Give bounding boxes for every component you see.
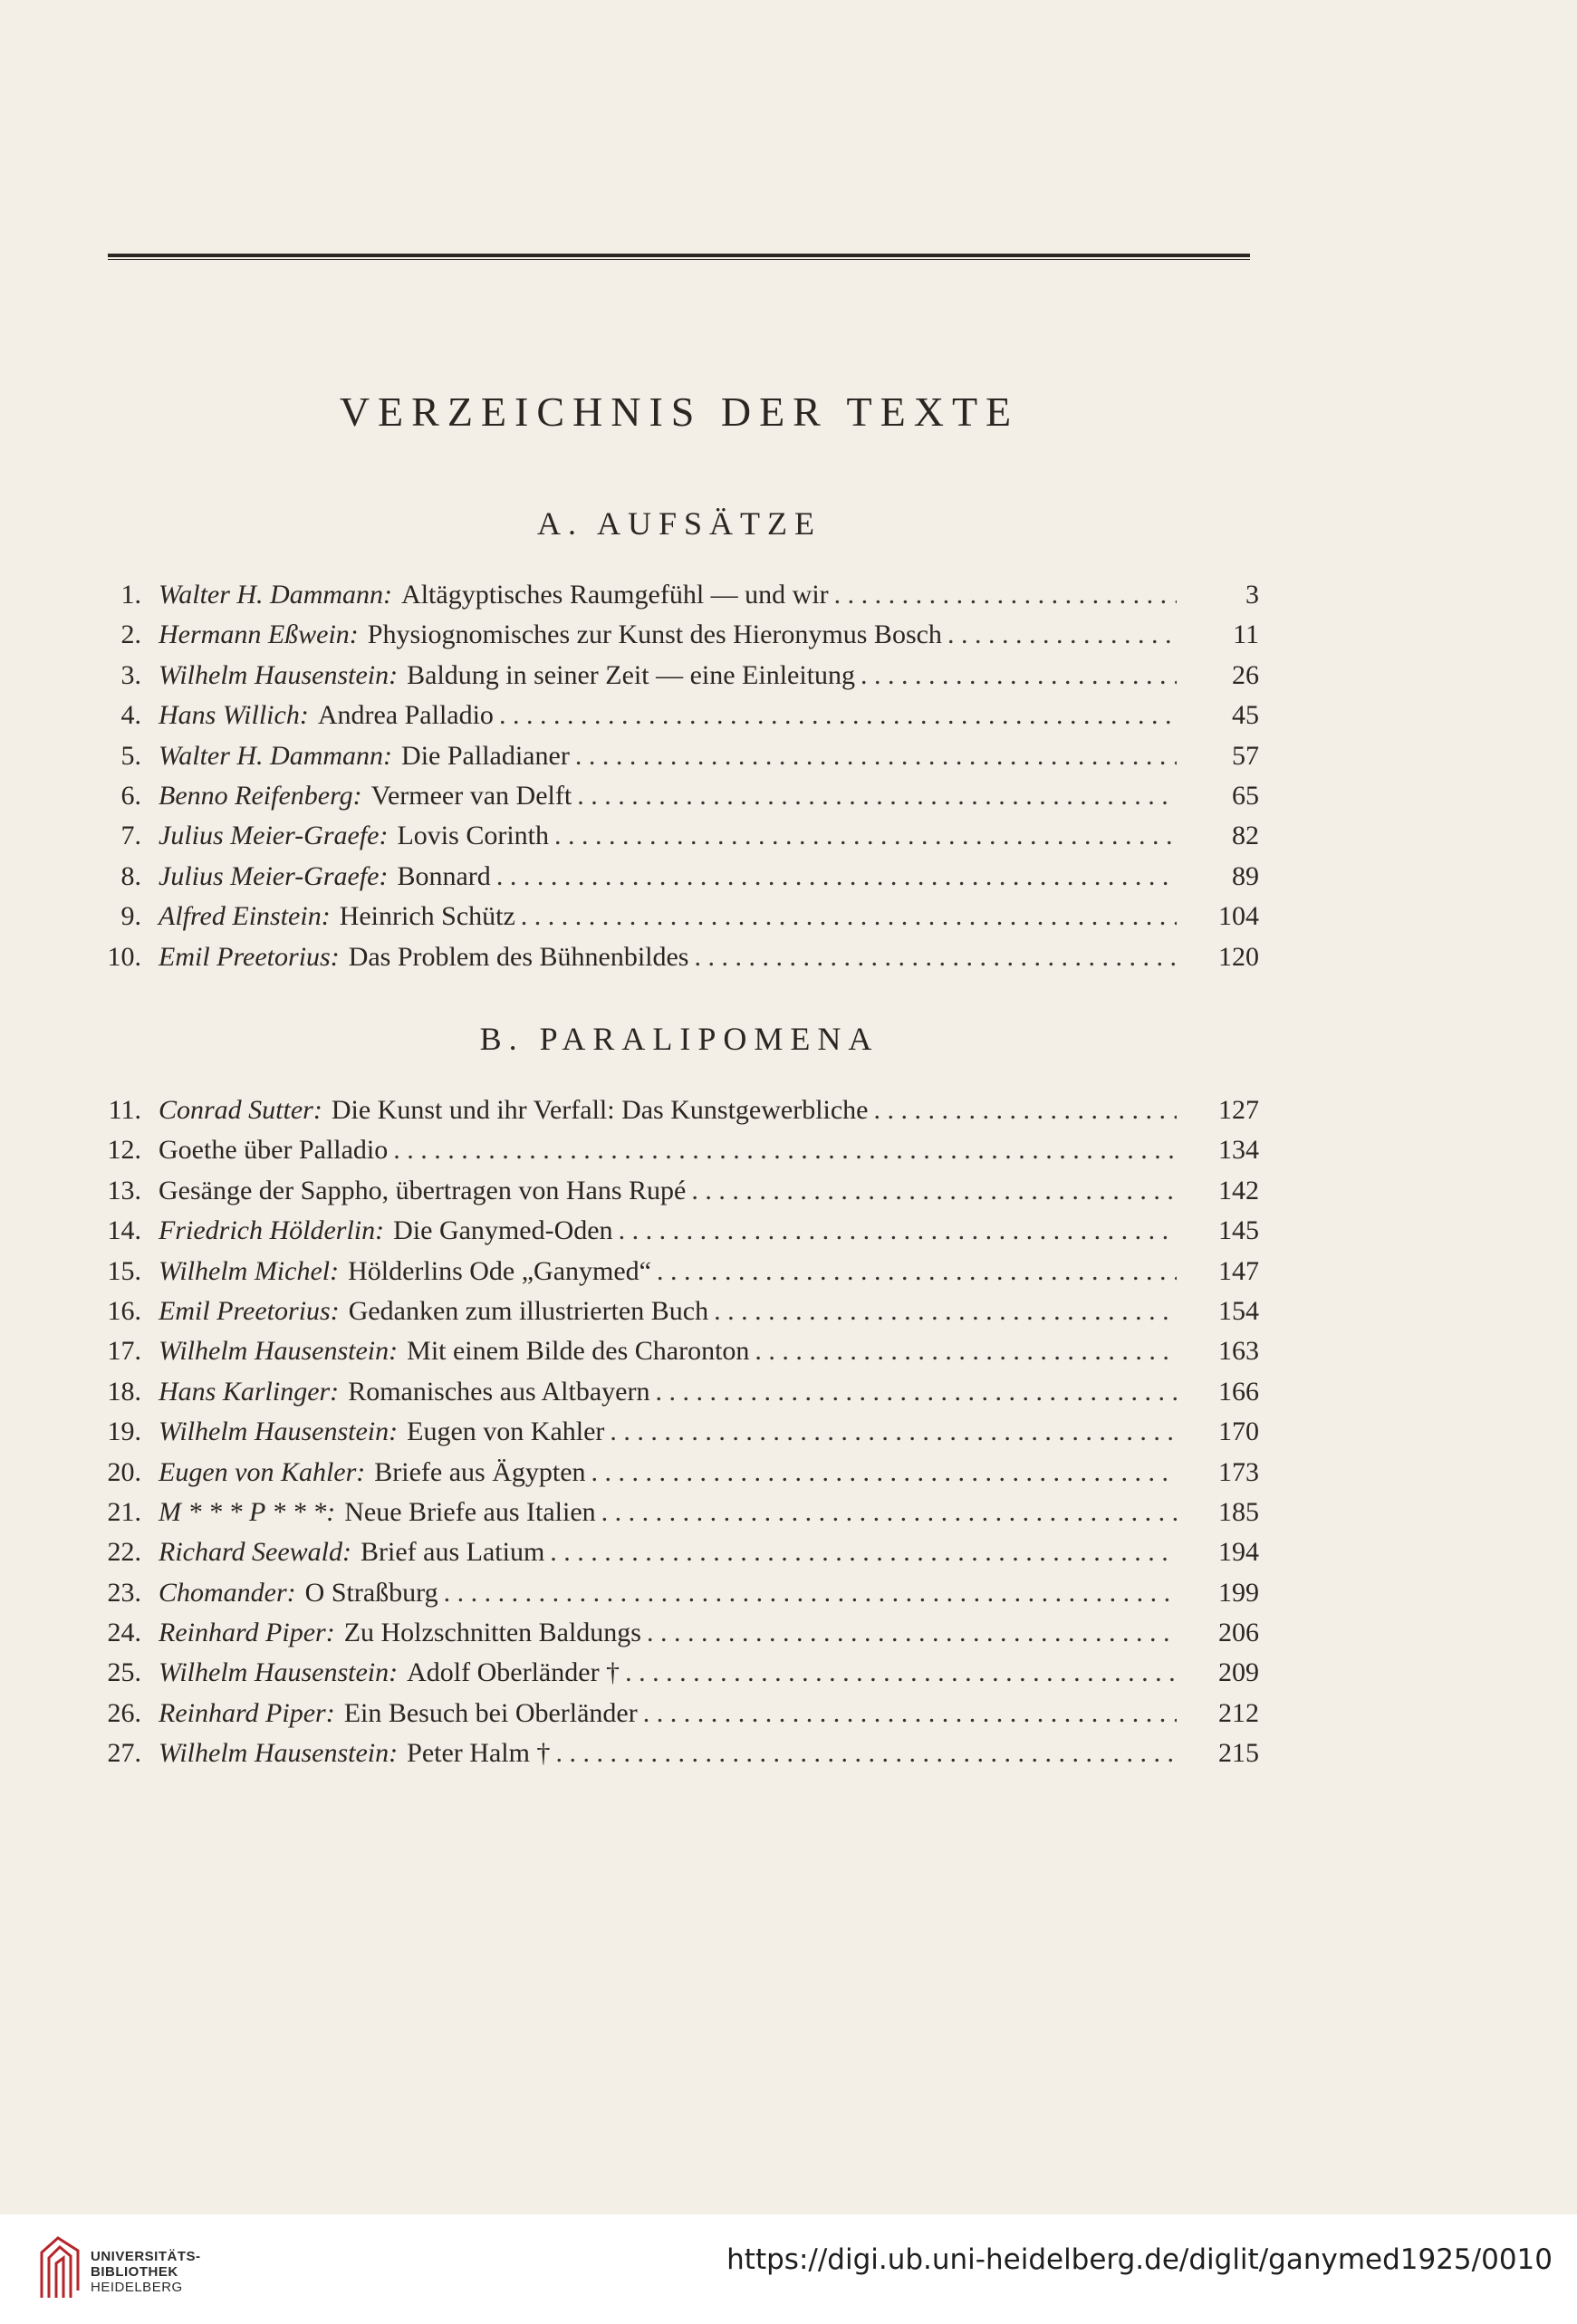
- entry-title: Vermeer van Delft: [370, 780, 572, 811]
- toc-list-aufsaetze: [0, 575, 1577, 977]
- toc-entry: [0, 937, 1577, 977]
- entry-title: Heinrich Schütz: [339, 901, 515, 932]
- entry-page-number: 65: [1232, 780, 1259, 811]
- entry-author: Friedrich Hölderlin:: [159, 1215, 385, 1246]
- dot-leader: [947, 615, 1177, 655]
- toc-entry: [0, 615, 1577, 655]
- dot-leader: [657, 1252, 1177, 1292]
- entry-page-number: 163: [1218, 1336, 1259, 1367]
- entry-text: [159, 1733, 1182, 1773]
- toc-entry: [0, 575, 1577, 615]
- toc-list-paralipomena: [0, 1090, 1577, 1774]
- entry-title: Lovis Corinth: [397, 821, 549, 851]
- entry-text: [159, 1252, 1182, 1292]
- entry-page-number: 127: [1218, 1095, 1259, 1125]
- toc-entry: [0, 1171, 1577, 1211]
- entry-title: Bonnard: [397, 860, 491, 891]
- dot-leader: [444, 1573, 1177, 1613]
- dot-leader: [577, 776, 1177, 816]
- entry-author: Hans Willich:: [159, 700, 309, 731]
- entry-number: 7.: [120, 821, 141, 851]
- toc-entry: [0, 656, 1577, 696]
- entry-page-number: 209: [1218, 1657, 1259, 1688]
- entry-text: [159, 1090, 1182, 1130]
- entry-title: Eugen von Kahler: [407, 1416, 605, 1447]
- entry-author: Reinhard Piper:: [159, 1697, 335, 1728]
- dot-leader: [550, 1532, 1177, 1572]
- entry-author: Wilhelm Hausenstein:: [159, 1416, 399, 1447]
- entry-author: Wilhelm Hausenstein:: [159, 1657, 399, 1688]
- entry-text: [159, 897, 1182, 936]
- entry-page-number: 57: [1232, 740, 1259, 771]
- toc-entry: [0, 776, 1577, 816]
- entry-text: [159, 1331, 1182, 1371]
- dot-leader: [643, 1694, 1177, 1733]
- entry-number: 3.: [120, 659, 141, 690]
- entry-author: Walter H. Dammann:: [159, 580, 393, 610]
- entry-number: 24.: [107, 1618, 141, 1648]
- entry-title: Baldung in seiner Zeit — eine Einleitung: [407, 659, 856, 690]
- library-name: [91, 2249, 201, 2295]
- entry-page-number: 166: [1218, 1376, 1259, 1407]
- entry-page-number: 185: [1218, 1496, 1259, 1527]
- entry-author: Wilhelm Michel:: [159, 1255, 340, 1286]
- entry-text: [159, 1653, 1182, 1693]
- entry-author: Walter H. Dammann:: [159, 740, 393, 771]
- dot-leader: [714, 1292, 1177, 1331]
- entry-text: [159, 1613, 1182, 1653]
- entry-number: 25.: [107, 1657, 141, 1688]
- entry-author: Eugen von Kahler:: [159, 1456, 366, 1487]
- entry-number: 10.: [107, 941, 141, 972]
- entry-number: 11.: [108, 1095, 141, 1125]
- entry-title: Andrea Palladio: [317, 700, 494, 731]
- dot-leader: [610, 1412, 1177, 1452]
- entry-page-number: 147: [1218, 1255, 1259, 1286]
- toc-entry: [0, 857, 1577, 897]
- entry-page-number: 134: [1218, 1135, 1259, 1166]
- entry-text: [159, 575, 1182, 615]
- entry-text: [159, 1453, 1182, 1493]
- entry-page-number: 206: [1218, 1618, 1259, 1648]
- header-rule-thick: [108, 254, 1250, 257]
- entry-title: Peter Halm †: [407, 1738, 551, 1769]
- entry-author: Richard Seewald:: [159, 1537, 352, 1568]
- entry-text: [159, 776, 1182, 816]
- entry-page-number: 154: [1218, 1295, 1259, 1326]
- entry-author: Chomander:: [159, 1577, 296, 1608]
- entry-number: 2.: [120, 619, 141, 650]
- entry-page-number: 45: [1232, 700, 1259, 731]
- dot-leader: [575, 736, 1177, 776]
- entry-number: 6.: [120, 780, 141, 811]
- entry-title: Gesänge der Sappho, übertragen von Hans Rupé: [159, 1175, 687, 1205]
- entry-author: Conrad Sutter:: [159, 1095, 322, 1125]
- entry-title: Altägyptisches Raumgefühl — und wir: [401, 580, 829, 610]
- dot-leader: [619, 1211, 1177, 1251]
- dot-leader: [625, 1653, 1177, 1693]
- dot-leader: [601, 1493, 1177, 1532]
- entry-page-number: 104: [1218, 901, 1259, 932]
- dot-leader: [874, 1090, 1178, 1130]
- entry-title: Goethe über Palladio: [159, 1135, 389, 1166]
- entry-text: [159, 736, 1182, 776]
- entry-author: Hermann Eßwein:: [159, 619, 359, 650]
- toc-entry: [0, 1331, 1577, 1371]
- dot-leader: [499, 696, 1177, 735]
- dot-leader: [834, 575, 1177, 615]
- entry-page-number: 142: [1218, 1175, 1259, 1205]
- entry-title: Die Kunst und ihr Verfall: Das Kunstgewerbliche: [331, 1095, 869, 1125]
- entry-number: 22.: [107, 1537, 141, 1568]
- entry-author: Reinhard Piper:: [159, 1618, 335, 1648]
- entry-text: [159, 1372, 1182, 1412]
- entry-title: Mit einem Bilde des Charonton: [407, 1336, 750, 1367]
- toc-entry: [0, 1532, 1577, 1572]
- entry-page-number: 173: [1218, 1456, 1259, 1487]
- entry-title: Briefe aus Ägypten: [374, 1456, 586, 1487]
- entry-text: [159, 1292, 1182, 1331]
- library-name-line: BIBLIOTHEK: [91, 2264, 178, 2280]
- viewer-footer: [0, 2214, 1577, 2324]
- toc-entry: [0, 1292, 1577, 1331]
- entry-title: Physiognomisches zur Kunst des Hieronymus Bosch: [367, 619, 942, 650]
- toc-entry: [0, 1130, 1577, 1170]
- entry-title: Gedanken zum illustrierten Buch: [348, 1295, 709, 1326]
- dot-leader: [554, 816, 1177, 856]
- entry-page-number: 199: [1218, 1577, 1259, 1608]
- dot-leader: [647, 1613, 1177, 1653]
- entry-page-number: 26: [1232, 659, 1259, 690]
- entry-page-number: 11: [1233, 619, 1259, 650]
- dot-leader: [694, 937, 1177, 977]
- entry-number: 26.: [107, 1697, 141, 1728]
- toc-entry: [0, 1412, 1577, 1452]
- dot-leader: [861, 656, 1177, 696]
- entry-number: 5.: [120, 740, 141, 771]
- entry-page-number: 3: [1245, 580, 1259, 610]
- entry-number: 4.: [120, 700, 141, 731]
- entry-page-number: 145: [1218, 1215, 1259, 1246]
- entry-number: 19.: [107, 1416, 141, 1447]
- entry-author: Benno Reifenberg:: [159, 780, 362, 811]
- section-title-aufsaetze: A. AUFSÄTZE: [536, 505, 822, 542]
- dot-leader: [521, 897, 1177, 936]
- toc-entry: [0, 696, 1577, 735]
- entry-title: Adolf Oberländer †: [407, 1657, 620, 1688]
- library-logo-icon: [34, 2234, 85, 2300]
- entry-text: [159, 857, 1182, 897]
- entry-number: 9.: [120, 901, 141, 932]
- entry-author: Julius Meier-Graefe:: [159, 821, 389, 851]
- entry-text: [159, 937, 1182, 977]
- entry-title: Brief aus Latium: [361, 1537, 545, 1568]
- entry-text: [159, 1211, 1182, 1251]
- entry-page-number: 82: [1232, 821, 1259, 851]
- entry-title: Neue Briefe aus Italien: [344, 1496, 596, 1527]
- entry-author: Wilhelm Hausenstein:: [159, 1336, 399, 1367]
- entry-text: [159, 1171, 1182, 1211]
- entry-number: 20.: [107, 1456, 141, 1487]
- entry-title: Zu Holzschnitten Baldungs: [343, 1618, 641, 1648]
- entry-text: [159, 656, 1182, 696]
- entry-number: 18.: [107, 1376, 141, 1407]
- entry-author: Alfred Einstein:: [159, 901, 331, 932]
- dot-leader: [496, 857, 1177, 897]
- toc-entry: [0, 1211, 1577, 1251]
- entry-title: Romanisches aus Altbayern: [348, 1376, 650, 1407]
- toc-entry: [0, 1694, 1577, 1733]
- toc-entry: [0, 816, 1577, 856]
- dot-leader: [655, 1372, 1177, 1412]
- entry-author: Wilhelm Hausenstein:: [159, 1738, 399, 1769]
- dot-leader: [393, 1130, 1177, 1170]
- entry-author: Julius Meier-Graefe:: [159, 860, 389, 891]
- entry-number: 17.: [107, 1336, 141, 1367]
- dot-leader: [555, 1733, 1177, 1773]
- entry-number: 12.: [107, 1135, 141, 1166]
- entry-number: 8.: [120, 860, 141, 891]
- entry-text: [159, 1130, 1182, 1170]
- entry-text: [159, 1532, 1182, 1572]
- entry-author: Emil Preetorius:: [159, 941, 340, 972]
- entry-number: 1.: [120, 580, 141, 610]
- entry-author: M * * * P * * *:: [159, 1496, 336, 1527]
- entry-number: 21.: [107, 1496, 141, 1527]
- entry-title: Die Ganymed-Oden: [393, 1215, 613, 1246]
- entry-title: Ein Besuch bei Oberländer: [343, 1697, 638, 1728]
- entry-title: Hölderlins Ode „Ganymed“: [348, 1255, 652, 1286]
- entry-title: Das Problem des Bühnenbildes: [348, 941, 689, 972]
- entry-number: 14.: [107, 1215, 141, 1246]
- entry-page-number: 170: [1218, 1416, 1259, 1447]
- entry-text: [159, 816, 1182, 856]
- entry-number: 16.: [107, 1295, 141, 1326]
- entry-page-number: 120: [1218, 941, 1259, 972]
- entry-title: Die Palladianer: [401, 740, 570, 771]
- toc-entry: [0, 1733, 1577, 1773]
- header-rule-thin: [108, 259, 1250, 260]
- entry-text: [159, 1573, 1182, 1613]
- toc-entry: [0, 1653, 1577, 1693]
- entry-number: 13.: [107, 1175, 141, 1205]
- dot-leader: [591, 1453, 1177, 1493]
- entry-page-number: 212: [1218, 1697, 1259, 1728]
- toc-entry: [0, 1252, 1577, 1292]
- entry-number: 23.: [107, 1577, 141, 1608]
- entry-text: [159, 1493, 1182, 1532]
- entry-author: Hans Karlinger:: [159, 1376, 340, 1407]
- toc-entry: [0, 897, 1577, 936]
- dot-leader: [755, 1331, 1177, 1371]
- permalink-url[interactable]: https://digi.ub.uni-heidelberg.de/diglit/ganymed1925/0010: [726, 2243, 1553, 2276]
- dot-leader: [691, 1171, 1177, 1211]
- entry-number: 15.: [107, 1255, 141, 1286]
- page-title: VERZEICHNIS DER TEXTE: [339, 389, 1020, 435]
- library-name-line: HEIDELBERG: [91, 2280, 183, 2295]
- toc-entry: [0, 736, 1577, 776]
- entry-number: 27.: [107, 1738, 141, 1769]
- entry-title: O Straßburg: [304, 1577, 438, 1608]
- toc-entry: [0, 1453, 1577, 1493]
- toc-entry: [0, 1493, 1577, 1532]
- entry-page-number: 89: [1232, 860, 1259, 891]
- entry-author: Wilhelm Hausenstein:: [159, 659, 399, 690]
- entry-text: [159, 1694, 1182, 1733]
- entry-text: [159, 615, 1182, 655]
- entry-text: [159, 696, 1182, 735]
- entry-page-number: 194: [1218, 1537, 1259, 1568]
- entry-author: Emil Preetorius:: [159, 1295, 340, 1326]
- header-rule: [108, 254, 1250, 259]
- entry-page-number: 215: [1218, 1738, 1259, 1769]
- entry-text: [159, 1412, 1182, 1452]
- toc-entry: [0, 1372, 1577, 1412]
- toc-entry: [0, 1573, 1577, 1613]
- library-name-line: UNIVERSITÄTS-: [91, 2249, 201, 2264]
- toc-entry: [0, 1613, 1577, 1653]
- section-title-paralipomena: B. PARALIPOMENA: [479, 1021, 880, 1057]
- toc-entry: [0, 1090, 1577, 1130]
